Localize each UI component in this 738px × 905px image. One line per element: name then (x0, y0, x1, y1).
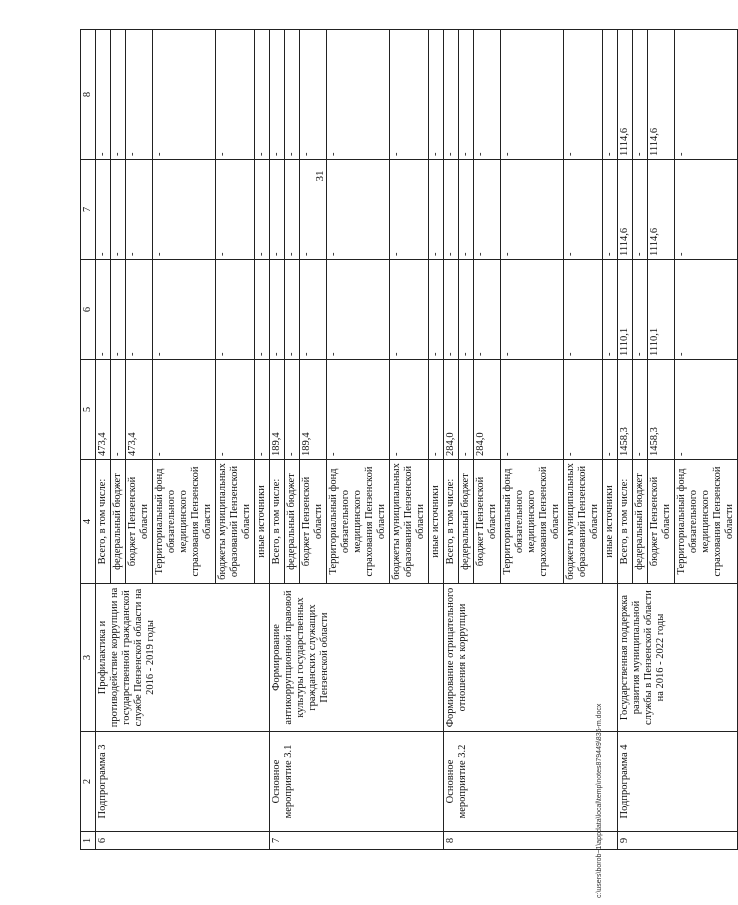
value-cell-col5: 473,4 (126, 360, 153, 460)
funding-source-cell: Территориальный фонд обязательного медицинского страхования Пензенской области (675, 460, 738, 584)
value-cell-col8: - (285, 30, 300, 160)
value-cell-col7: - (444, 160, 459, 260)
value-cell-col5: - (675, 360, 738, 460)
value-cell-col7: - (270, 160, 285, 260)
program-name-cell: Формирование антикоррупционной правовой культуры государственных гражданских служащих Пензенской области (270, 584, 444, 732)
funding-source-cell: бюджет Пензенской области (300, 460, 327, 584)
value-cell-col8: - (300, 30, 327, 160)
value-cell-col8: - (96, 30, 111, 160)
program-type-cell: Основное мероприятие 3.2 (444, 732, 618, 832)
funding-source-cell: бюджет Пензенской области (474, 460, 501, 584)
value-cell-col5: - (501, 360, 564, 460)
funding-source-cell: бюджет Пензенской области (126, 460, 153, 584)
funding-source-cell: Всего, в том числе: (96, 460, 111, 584)
table-row (444, 30, 459, 850)
funding-source-cell: иные источники (429, 460, 444, 584)
col-header-3: 3 (81, 584, 96, 732)
value-cell-col6: - (216, 260, 255, 360)
value-cell-col6: 1110,1 (618, 260, 633, 360)
value-cell-col6: - (633, 260, 648, 360)
value-cell-col6: - (126, 260, 153, 360)
funding-source-cell: федеральный бюджет (459, 460, 474, 584)
value-cell-col5: - (429, 360, 444, 460)
value-cell-col6: - (474, 260, 501, 360)
value-cell-col8: - (153, 30, 216, 160)
value-cell-col8: - (216, 30, 255, 160)
funding-table (80, 29, 738, 850)
value-cell-col8: - (675, 30, 738, 160)
value-cell-col7: - (501, 160, 564, 260)
col-header-7: 7 (81, 160, 96, 260)
funding-source-cell: бюджеты муниципальных образований Пензенской области (216, 460, 255, 584)
value-cell-col5: - (255, 360, 270, 460)
value-cell-col5: 189,4 (270, 360, 285, 460)
value-cell-col5: 284,0 (474, 360, 501, 460)
program-name-cell: Формирование отрицательного отношения к коррупции (444, 584, 618, 732)
funding-source-cell: Всего, в том числе: (618, 460, 633, 584)
funding-source-cell: Всего, в том числе: (270, 460, 285, 584)
footer-file-path: c:\users\borob~1\appdata\local\temp\notes879449\835-m.docx (596, 703, 603, 898)
value-cell-col7: - (96, 160, 111, 260)
table-row (96, 30, 111, 850)
row-number-cell: 8 (444, 832, 618, 850)
value-cell-col5: 189,4 (300, 360, 327, 460)
value-cell-col8: - (390, 30, 429, 160)
row-number-cell: 9 (618, 832, 738, 850)
value-cell-col7: - (216, 160, 255, 260)
funding-source-cell: Всего, в том числе: (444, 460, 459, 584)
program-name-cell: Государственная поддержка развития муниципальной службы в Пензенской области на 2016 - 2022 годы (618, 584, 738, 732)
value-cell-col8: - (444, 30, 459, 160)
value-cell-col6: - (285, 260, 300, 360)
program-type-cell: Подпрограмма 4 (618, 732, 738, 832)
value-cell-col8: - (501, 30, 564, 160)
table-body (96, 30, 738, 850)
funding-source-cell: иные источники (603, 460, 618, 584)
value-cell-col5: - (459, 360, 474, 460)
value-cell-col6: - (429, 260, 444, 360)
value-cell-col7: - (126, 160, 153, 260)
value-cell-col5: - (285, 360, 300, 460)
value-cell-col6: - (390, 260, 429, 360)
value-cell-col6: - (111, 260, 126, 360)
value-cell-col5: - (390, 360, 429, 460)
value-cell-col5: 1458,3 (648, 360, 675, 460)
value-cell-col5: 284,0 (444, 360, 459, 460)
col-header-6: 6 (81, 260, 96, 360)
col-header-1: 1 (81, 832, 96, 850)
value-cell-col8: - (111, 30, 126, 160)
value-cell-col7: - (459, 160, 474, 260)
value-cell-col6: - (300, 260, 327, 360)
value-cell-col6: - (327, 260, 390, 360)
program-name-cell: Профилактика и противодействие коррупции на государственной гражданской службе Пензенской области на 2016 - 2019 годы (96, 584, 270, 732)
value-cell-col8: - (603, 30, 618, 160)
col-header-2: 2 (81, 732, 96, 832)
table-row (618, 30, 633, 850)
value-cell-col5: - (327, 360, 390, 460)
header-row (81, 30, 96, 850)
value-cell-col7: - (633, 160, 648, 260)
funding-source-cell: бюджеты муниципальных образований Пензенской области (390, 460, 429, 584)
value-cell-col6: - (501, 260, 564, 360)
value-cell-col7: - (153, 160, 216, 260)
value-cell-col8: - (633, 30, 648, 160)
page-number: 31 (314, 170, 326, 182)
value-cell-col7: - (285, 160, 300, 260)
funding-source-cell: Территориальный фонд обязательного медицинского страхования Пензенской области (327, 460, 390, 584)
value-cell-col5: - (564, 360, 603, 460)
value-cell-col7: 1114,6 (648, 160, 675, 260)
funding-source-cell: федеральный бюджет (633, 460, 648, 584)
funding-source-cell: бюджеты муниципальных образований Пензенской области (564, 460, 603, 584)
value-cell-col6: - (255, 260, 270, 360)
col-header-8: 8 (81, 30, 96, 160)
funding-source-cell: иные источники (255, 460, 270, 584)
funding-source-cell: федеральный бюджет (111, 460, 126, 584)
funding-source-cell: федеральный бюджет (285, 460, 300, 584)
row-number-cell: 6 (96, 832, 270, 850)
value-cell-col5: 473,4 (96, 360, 111, 460)
value-cell-col8: - (255, 30, 270, 160)
value-cell-col6: - (675, 260, 738, 360)
value-cell-col5: - (111, 360, 126, 460)
value-cell-col7: - (564, 160, 603, 260)
value-cell-col7: - (300, 160, 327, 260)
value-cell-col8: - (126, 30, 153, 160)
value-cell-col6: 1110,1 (648, 260, 675, 360)
row-number-cell: 7 (270, 832, 444, 850)
value-cell-col6: - (459, 260, 474, 360)
value-cell-col5: 1458,3 (618, 360, 633, 460)
value-cell-col8: - (270, 30, 285, 160)
value-cell-col6: - (603, 260, 618, 360)
col-header-5: 5 (81, 360, 96, 460)
funding-source-cell: Территориальный фонд обязательного медицинского страхования Пензенской области (501, 460, 564, 584)
value-cell-col7: - (255, 160, 270, 260)
funding-source-cell: Территориальный фонд обязательного медицинского страхования Пензенской области (153, 460, 216, 584)
value-cell-col7: - (429, 160, 444, 260)
funding-source-cell: бюджет Пензенской области (648, 460, 675, 584)
col-header-4: 4 (81, 460, 96, 584)
value-cell-col6: - (96, 260, 111, 360)
value-cell-col7: - (675, 160, 738, 260)
value-cell-col8: 1114,6 (648, 30, 675, 160)
value-cell-col7: - (327, 160, 390, 260)
value-cell-col5: - (216, 360, 255, 460)
value-cell-col6: - (564, 260, 603, 360)
value-cell-col8: - (564, 30, 603, 160)
value-cell-col5: - (153, 360, 216, 460)
value-cell-col6: - (270, 260, 285, 360)
value-cell-col7: - (390, 160, 429, 260)
value-cell-col7: - (474, 160, 501, 260)
value-cell-col7: - (111, 160, 126, 260)
value-cell-col8: - (429, 30, 444, 160)
value-cell-col8: - (474, 30, 501, 160)
value-cell-col6: - (153, 260, 216, 360)
value-cell-col5: - (633, 360, 648, 460)
value-cell-col7: - (603, 160, 618, 260)
value-cell-col8: - (459, 30, 474, 160)
value-cell-col7: 1114,6 (618, 160, 633, 260)
value-cell-col8: - (327, 30, 390, 160)
program-type-cell: Основное мероприятие 3.1 (270, 732, 444, 832)
value-cell-col8: 1114,6 (618, 30, 633, 160)
value-cell-col5: - (603, 360, 618, 460)
value-cell-col6: - (444, 260, 459, 360)
table-row (270, 30, 285, 850)
program-type-cell: Подпрограмма 3 (96, 732, 270, 832)
